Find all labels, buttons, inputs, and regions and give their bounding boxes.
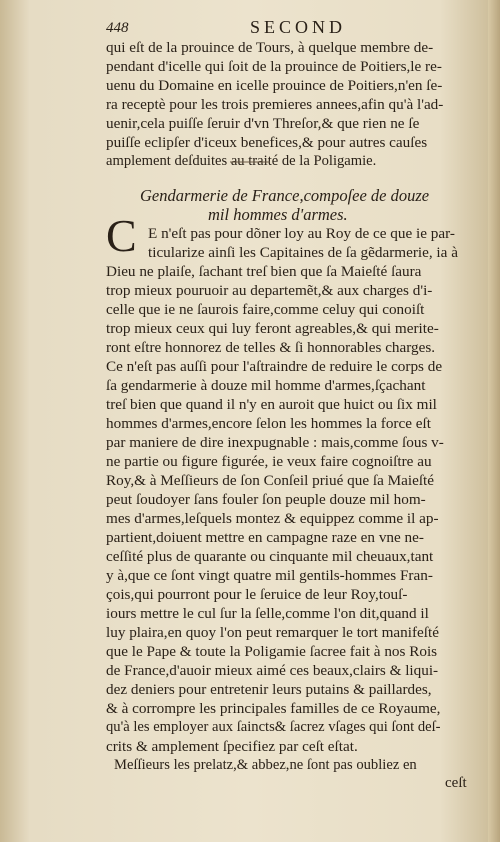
text-line: Ce n'eſt pas auſſi pour l'aſtraindre de reduire le corps de bbox=[106, 358, 443, 375]
text-line: ront eſtre honnorez de telles & ſi honnorables charges. bbox=[106, 339, 436, 356]
text-line: y à,que ce ſont vingt quatre mil gentils-hommes Fran- bbox=[106, 567, 433, 584]
catchword: ceſt bbox=[445, 775, 467, 791]
text-line: iours mettre le cul ſur la ſelle,comme l'on dit,quand il bbox=[106, 605, 429, 622]
text-line: mes d'armes,leſquels montez & equippez comme il ap- bbox=[106, 510, 439, 527]
text-line: que le Pape & toute la Poligamie ſacree fait à nos Rois bbox=[106, 643, 438, 660]
running-title: SECOND bbox=[250, 17, 347, 37]
text-line: Roy,& à Meſſieurs de ſon Conſeil priué que ſa Maieſté bbox=[106, 472, 434, 489]
text-line: ne partie ou figure figurée, ie veux faire cognoiſtre au bbox=[106, 453, 432, 470]
section-rule bbox=[230, 161, 270, 163]
text-line: de France,d'auoir mieux aimé ces beaux,clairs & liqui- bbox=[106, 662, 439, 679]
heading-line: mil hommes d'armes. bbox=[208, 205, 348, 224]
text-line: dez deniers pour entretenir leurs putains & paillardes, bbox=[106, 681, 432, 698]
text-line: çois,qui pourront pour le ſeruice de leur Roy,touſ- bbox=[106, 586, 408, 603]
drop-cap: C bbox=[106, 210, 137, 261]
text-line: luy plaira,en quoy l'on peut remarquer le tort manifeſté bbox=[106, 624, 439, 641]
text-line: amplement deſduites au traité de la Poligamie. bbox=[106, 153, 377, 169]
text-line: treſ bien que quand il n'y en auroit que huict ou ſix mil bbox=[106, 396, 437, 413]
text-line: ticularize ainſi les Capitaines de ſa gẽdarmerie, ia à bbox=[148, 244, 458, 261]
text-line: par maniere de dire inexpugnable : mais,comme ſous v- bbox=[106, 434, 444, 451]
text-line: ſa gendarmerie à douze mil homme d'armes,ſçachant bbox=[106, 377, 426, 394]
text-line: uenir,cela puiſſe ſeruir d'vn Threſor,& que rien ne ſe bbox=[106, 115, 420, 132]
text-line: E n'eſt pas pour dõner loy au Roy de ce que ie par- bbox=[148, 225, 455, 242]
page-edge bbox=[488, 0, 500, 842]
text-line: hommes d'armes,encore ſelon les hommes la force eſt bbox=[106, 415, 431, 432]
text-line: Dieu ne plaiſe, ſachant treſ bien que ſa Maieſté ſaura bbox=[106, 263, 422, 280]
text-line: trop mieux ceux qui luy feront agreables,& qui merite- bbox=[106, 320, 439, 337]
text-line: ra receptè pour les trois premieres annees,afin qu'à l'ad- bbox=[106, 96, 444, 113]
text-line: qu'à les employer aux ſaincts& ſacrez vſages qui ſont deſ- bbox=[106, 719, 441, 735]
text-line: puiſſe eclipſer d'iceux benefices,& pour autres cauſes bbox=[106, 134, 428, 151]
text-line: uenu du Domaine en icelle prouince de Poitiers,n'en ſe- bbox=[106, 77, 443, 94]
text-line: & à corrompre les principales familles de ce Royaume, bbox=[106, 700, 441, 717]
text-line: celle que ie ne ſaurois faire,comme celuy qui conoiſt bbox=[106, 301, 425, 318]
text-line: ceſſité plus de quarante ou cinquante mil cheuaux,tant bbox=[106, 548, 434, 565]
page-number: 448 bbox=[106, 20, 129, 36]
text-line: Meſſieurs les prelatz,& abbez,ne ſont pas oubliez en bbox=[114, 757, 417, 773]
text-line: trop mieux pouruoir au departemẽt,& aux charges d'i- bbox=[106, 282, 433, 299]
heading-line: Gendarmerie de France,compoſee de douze bbox=[140, 186, 430, 205]
text-line: partient,doiuent mettre en campagne raze en vne ne- bbox=[106, 529, 424, 546]
text-line: pendant d'icelle qui ſoit de la prouince de Poitiers,le re- bbox=[106, 58, 442, 75]
text-line: crits & amplement ſpecifiez par ceſt eſtat. bbox=[106, 738, 358, 755]
text-line: peut ſoudoyer ſans fouler ſon peuple douze mil hom- bbox=[106, 491, 426, 508]
text-line: qui eſt de la prouince de Tours, à quelque membre de- bbox=[106, 39, 434, 56]
